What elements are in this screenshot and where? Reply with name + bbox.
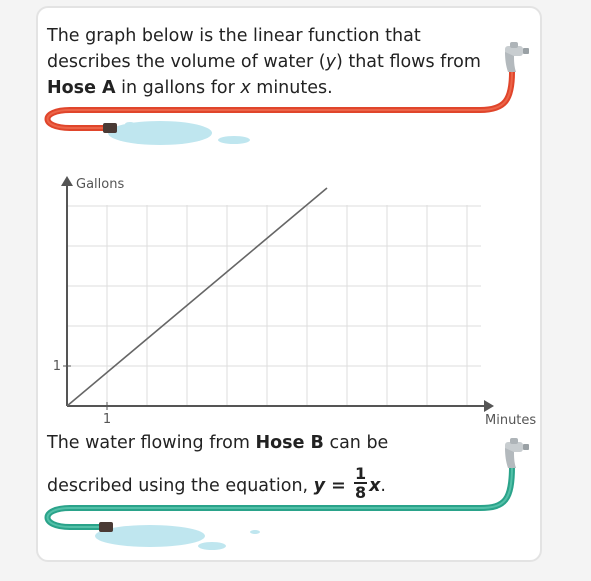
hose-a-text-line2b: ) that flows from <box>335 52 481 72</box>
hose-a-text-line3b: minutes. <box>250 78 333 98</box>
fraction-numerator: 1 <box>354 464 367 483</box>
x-tick-label: 1 <box>102 412 112 427</box>
equation-equals: = <box>325 476 352 496</box>
hose-a-text-line3a: in gallons for <box>115 78 241 98</box>
hose-b-text-line1b: can be <box>323 433 389 453</box>
hose-b-description <box>47 430 497 504</box>
equation-x: x <box>369 476 381 496</box>
hose-b-label: Hose B <box>255 433 324 453</box>
chart-grid <box>67 205 481 406</box>
equation-period: . <box>380 476 386 496</box>
hose-a-label: Hose A <box>47 78 116 98</box>
chart-axes <box>61 176 494 412</box>
variable-y: y <box>325 52 336 72</box>
hose-a-text-line2a: describes the volume of water ( <box>47 52 326 72</box>
hose-a-line <box>67 188 327 406</box>
hose-b-text-line1a: The water flowing from <box>47 433 256 453</box>
hose-b-equation-line <box>47 464 497 504</box>
hose-a-description <box>47 23 497 101</box>
equation-y: y <box>313 476 326 496</box>
y-axis-label: Gallons <box>76 177 125 192</box>
y-tick-label: 1 <box>52 359 61 374</box>
fraction-denominator: 8 <box>354 483 367 502</box>
y-axis-arrow <box>61 176 73 186</box>
hose-b-text-line2a: described using the equation, <box>47 476 314 496</box>
chart-series <box>67 188 327 406</box>
x-axis-arrow <box>484 400 494 412</box>
variable-x: x <box>240 78 251 98</box>
equation-fraction <box>354 465 367 501</box>
hose-a-text-line1: The graph below is the linear function that <box>47 26 421 46</box>
x-axis-label: Minutes <box>485 413 537 428</box>
